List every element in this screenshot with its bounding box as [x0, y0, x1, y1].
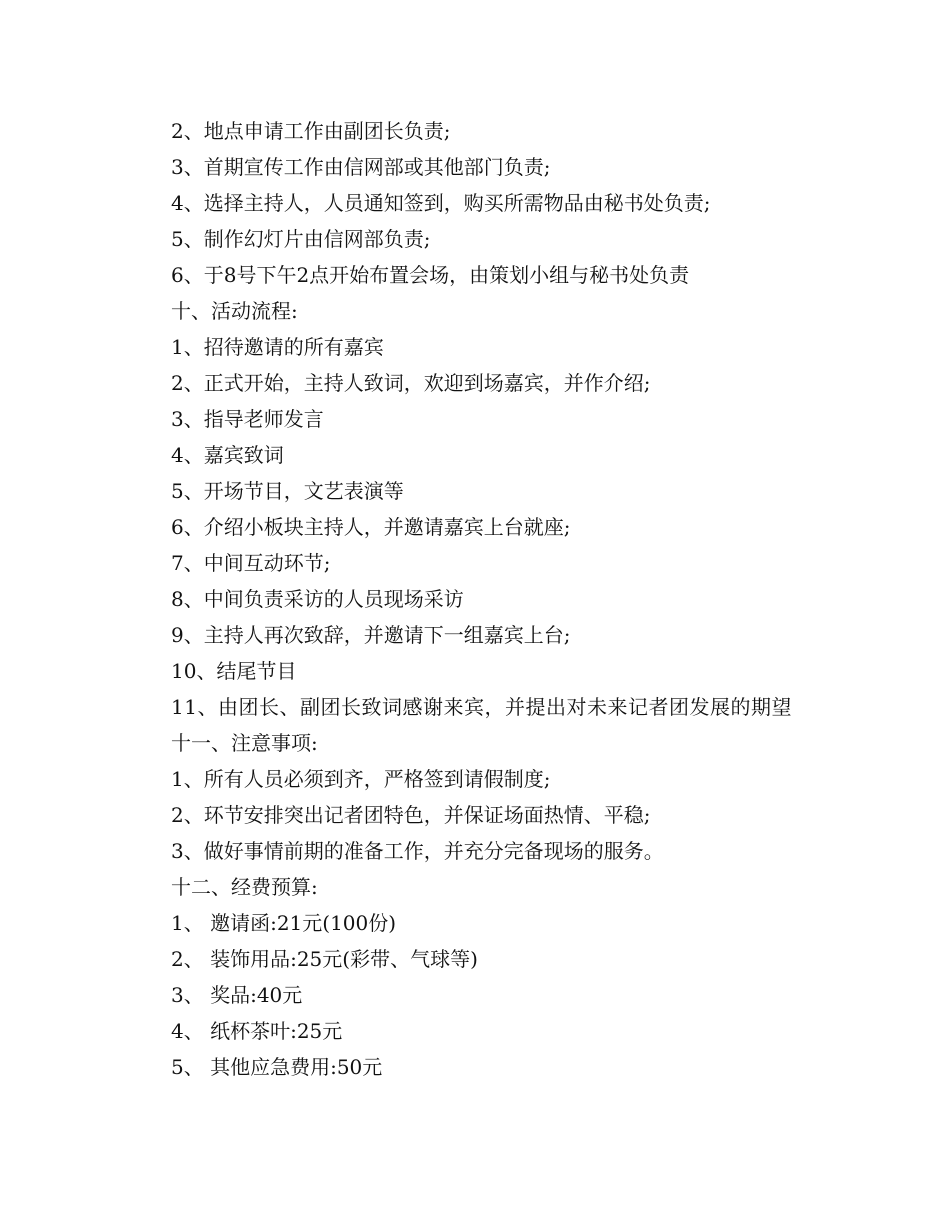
flow-item-2: 2、正式开始，主持人致词，欢迎到场嘉宾，并作介绍;: [171, 371, 651, 395]
flow-item-4: 4、嘉宾致词: [171, 443, 284, 467]
flow-item-1: 1、招待邀请的所有嘉宾: [171, 335, 384, 359]
section-heading-flow: 十、活动流程:: [171, 299, 298, 323]
flow-item-5: 5、开场节目，文艺表演等: [171, 479, 404, 503]
budget-item-5: 5、 其他应急费用:50元: [171, 1055, 383, 1079]
flow-item-7: 7、中间互动环节;: [171, 551, 331, 575]
flow-item-9: 9、主持人再次致辞，并邀请下一组嘉宾上台;: [171, 623, 571, 647]
flow-item-11: 11、由团长、副团长致词感谢来宾，并提出对未来记者团发展的期望: [171, 695, 792, 719]
section-heading-notes: 十一、注意事项:: [171, 731, 318, 755]
flow-item-6: 6、介绍小板块主持人，并邀请嘉宾上台就座;: [171, 515, 571, 539]
task-item-4: 4、选择主持人，人员通知签到，购买所需物品由秘书处负责;: [171, 191, 711, 215]
note-item-2: 2、环节安排突出记者团特色，并保证场面热情、平稳;: [171, 803, 651, 827]
flow-item-3: 3、指导老师发言: [171, 407, 324, 431]
task-item-5: 5、制作幻灯片由信网部负责;: [171, 227, 431, 251]
budget-item-4: 4、 纸杯茶叶:25元: [171, 1019, 343, 1043]
budget-item-2: 2、 装饰用品:25元(彩带、气球等): [171, 947, 478, 971]
flow-item-8: 8、中间负责采访的人员现场采访: [171, 587, 464, 611]
flow-item-10: 10、结尾节目: [171, 659, 297, 683]
document-body: [140, 113, 815, 1085]
section-heading-budget: 十二、经费预算:: [171, 875, 318, 899]
task-item-3: 3、首期宣传工作由信网部或其他部门负责;: [171, 155, 551, 179]
budget-item-1: 1、 邀请函:21元(100份): [171, 911, 397, 935]
task-item-2: 2、地点申请工作由副团长负责;: [171, 119, 451, 143]
budget-item-3: 3、 奖品:40元: [171, 983, 303, 1007]
note-item-1: 1、所有人员必须到齐，严格签到请假制度;: [171, 767, 551, 791]
task-item-6: 6、于8号下午2点开始布置会场，由策划小组与秘书处负责: [171, 263, 690, 287]
note-item-3: 3、做好事情前期的准备工作，并充分完备现场的服务。: [171, 839, 664, 863]
